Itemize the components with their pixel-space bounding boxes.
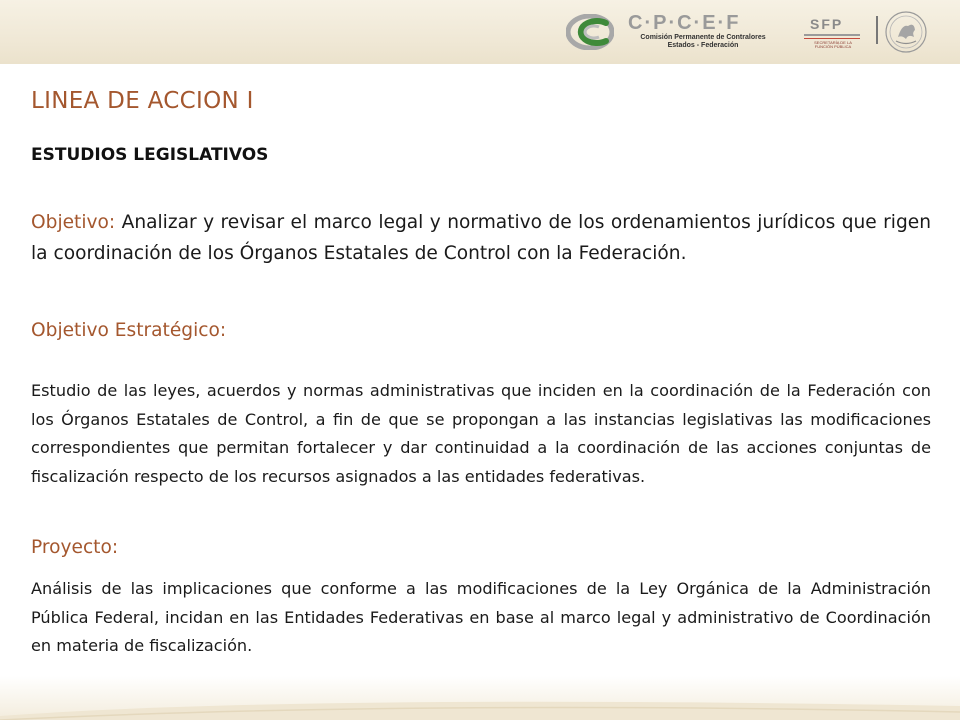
objetivo-estrategico-heading: Objetivo Estratégico:	[31, 320, 227, 341]
sfp-name: SFP	[810, 16, 844, 32]
cpcef-subtitle-line-1: Comisión Permanente de Contralores	[640, 34, 766, 41]
objetivo-estrategico-text: Estudio de las leyes, acuerdos y normas administrativas que inciden en la coordinación de la Federación con los Órganos Estatales de Control, a fin de que se propongan a las instancias legislativas las modificaciones correspondientes que permitan fortalecer y dar continuidad a la coordinación de las acciones conjuntas de fiscalización respecto de los recursos asignados a las entidades federativas.	[31, 381, 931, 486]
section-subtitle: ESTUDIOS LEGISLATIVOS	[31, 145, 269, 165]
cpcef-emblem-icon	[566, 14, 614, 50]
logo-divider	[876, 16, 878, 44]
cpcef-subtitle	[628, 34, 778, 50]
objetivo-label: Objetivo:	[31, 212, 116, 233]
bottom-decoration	[0, 676, 960, 720]
mexico-seal-icon	[884, 10, 928, 54]
sfp-rule	[804, 34, 860, 36]
bottom-swoosh	[0, 676, 960, 720]
page-title: LINEA DE ACCION I	[31, 88, 254, 114]
sfp-logo	[800, 14, 866, 50]
proyecto-heading: Proyecto:	[31, 537, 119, 558]
sfp-subtitle: SECRETARÍA DE LA FUNCIÓN PÚBLICA	[814, 40, 852, 49]
cpcef-logo	[566, 12, 788, 52]
sfp-rule-accent	[804, 38, 860, 39]
objetivo-text: Analizar y revisar el marco legal y normativo de los ordenamientos jurídicos que rigen la coordinación de los Órganos Estatales de Control con la Federación.	[31, 212, 932, 264]
cpcef-name: C·P·C·E·F	[628, 12, 741, 34]
cpcef-subtitle-line-2: Estados - Federación	[667, 42, 739, 49]
proyecto-text: Análisis de las implicaciones que conforme a las modificaciones de la Ley Orgánica de la Administración Pública Federal, incidan en las Entidades Federativas en base al marco legal y administrativo de Coordinación en materia de fiscalización.	[31, 579, 931, 655]
header-band	[0, 0, 960, 64]
objetivo-paragraph	[31, 207, 931, 269]
